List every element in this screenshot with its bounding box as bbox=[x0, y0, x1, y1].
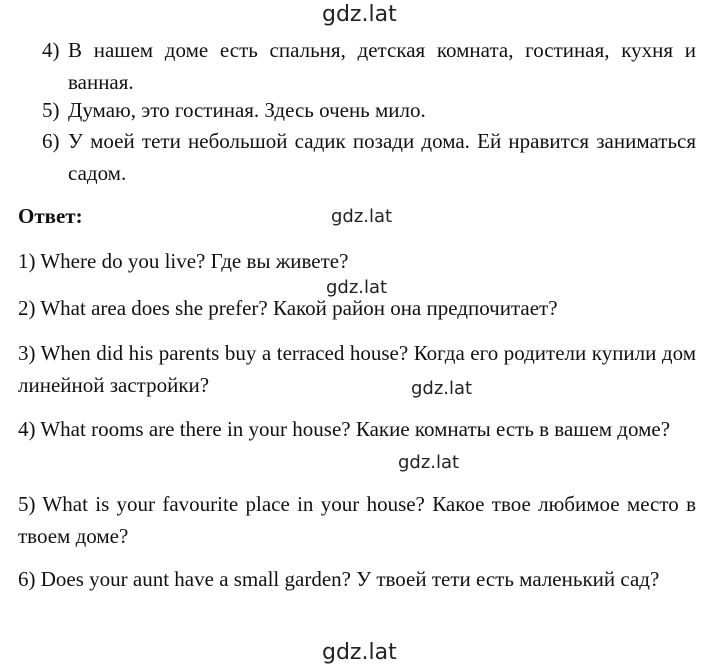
item-number: 4) bbox=[42, 38, 60, 62]
watermark-after-line4: gdz.lat bbox=[398, 452, 460, 473]
item-text: В нашем доме есть спальня, детская комната, гостиная, кухня и ванная. bbox=[68, 38, 696, 94]
answer-line: 3) When did his parents buy a terraced house? Когда его родители купили дом линейной застройки? bbox=[18, 341, 696, 397]
answer-line: 4) What rooms are there in your house? Какие комнаты есть в вашем доме? bbox=[18, 417, 671, 441]
item-text: У моей тети небольшой садик позади дома. Ей нравится заниматься садом. bbox=[68, 129, 696, 185]
answer-title: Ответ: bbox=[18, 204, 83, 228]
item-text: Думаю, это гостиная. Здесь очень мило. bbox=[68, 98, 426, 122]
answer-line: 1) Where do you live? Где вы живете? bbox=[18, 249, 349, 273]
watermark-answer-title: gdz.lat bbox=[331, 206, 393, 227]
answer-line: 2) What area does she prefer? Какой район она предпочитает? bbox=[18, 296, 558, 320]
answer-line: 5) What is your favourite place in your house? Какое твое любимое место в твоем доме? bbox=[18, 492, 696, 548]
item-number: 6) bbox=[42, 129, 60, 153]
item-number: 5) bbox=[42, 98, 60, 122]
numbered-item bbox=[42, 125, 696, 189]
numbered-item bbox=[42, 34, 696, 98]
answer-line: 6) Does your aunt have a small garden? У твоей тети есть маленький сад? bbox=[18, 567, 660, 591]
watermark-bottom: gdz.lat bbox=[322, 640, 397, 665]
numbered-item bbox=[42, 94, 696, 126]
watermark-top: gdz.lat bbox=[322, 2, 397, 27]
watermark-after-line1: gdz.lat bbox=[326, 277, 388, 298]
watermark-after-line3: gdz.lat bbox=[411, 378, 473, 399]
